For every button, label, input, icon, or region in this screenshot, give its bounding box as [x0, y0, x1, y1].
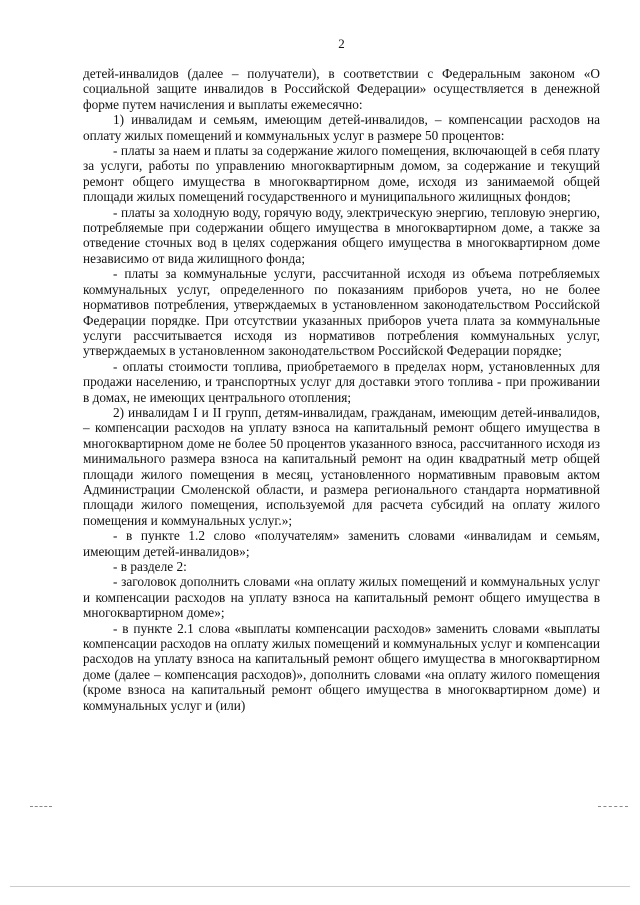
paragraph-heading-amend: - заголовок дополнить словами «на оплату жилых помещений и коммунальных услуг и компенсации расходов на уплату взноса на капитальный ремонт общего имущества в многоквартирном доме»;	[83, 574, 600, 621]
bottom-rule	[10, 886, 630, 887]
page-number: 2	[338, 36, 345, 51]
scan-mark-right	[598, 806, 628, 808]
paragraph-item-1: 1) инвалидам и семьям, имеющим детей-инвалидов, – компенсации расходов на оплату жилых помещений и коммунальных услуг в размере 50 процентов:	[83, 112, 600, 143]
paragraph-clause-1-2: - в пункте 1.2 слово «получателям» заменить словами «инвалидам и семьям, имеющим детей-инвалидов»;	[83, 528, 600, 559]
paragraph-fuel: - оплаты стоимости топлива, приобретаемого в пределах норм, установленных для продажи населению, и транспортных услуг для доставки этого топлива - при проживании в домах, не имеющих центрального отопления;	[83, 358, 600, 405]
paragraph-utilities-metered: - платы за коммунальные услуги, рассчитанной исходя из объема потребляемых коммунальных услуг, определенного по показаниям приборов учета, но не более нормативов потребления, утверждаемых в установленном законодательством Российской Федерации порядке. При отсутствии указанных приборов учета плата за коммунальные услуги рассчитывается исходя из нормативов потребления коммунальных услуг, утверждаемых в установленном законодательством Российской Федерации порядке;	[83, 266, 600, 359]
paragraph-intro: детей-инвалидов (далее – получатели), в соответствии с Федеральным законом «О социальной защите инвалидов в Российской Федерации» осуществляется в денежной форме путем начисления и выплаты ежемесячно:	[83, 66, 600, 112]
paragraph-housing-fee: - платы за наем и платы за содержание жилого помещения, включающей в себя плату за услуги, работы по управлению многоквартирным домом, за содержание и текущий ремонт общего имущества в многоквартирном доме, исходя из занимаемой общей площади жилых помещений государственного и муниципального жилищных фондов;	[83, 143, 600, 205]
paragraph-clause-2-1: - в пункте 2.1 слова «выплаты компенсации расходов» заменить словами «выплаты компенсации расходов на оплату жилых помещений и коммунальных услуг и компенсации расходов на уплату взноса на капитальный ремонт общего имущества в многоквартирном доме (далее – компенсация расходов)», дополнить словами «на оплату жилого помещения (кроме взноса на капитальный ремонт общего имущества в многоквартирном доме) и коммунальных услуг и (или)	[83, 620, 600, 713]
paragraph-section-2: - в разделе 2:	[113, 559, 187, 574]
scan-mark-left	[30, 806, 52, 808]
paragraph-item-2: 2) инвалидам I и II групп, детям-инвалидам, гражданам, имеющим детей-инвалидов, – компенсации расходов на уплату взноса на капитальный ремонт общего имущества в многоквартирном доме не более 50 процентов указанного взноса, рассчитанного исходя из минимального размера взноса на капитальный ремонт на один квадратный метр общей площади жилого помещения в месяц, установленного нормативным правовым актом Администрации Смоленской области, и размера регионального стандарта нормативной площади жилого помещения, используемой для расчета субсидий на оплату жилого помещения и коммунальных услуг.»;	[83, 404, 600, 528]
paragraph-utilities-common: - платы за холодную воду, горячую воду, электрическую энергию, тепловую энергию, потребляемые при содержании общего имущества в многоквартирном доме, а также за отведение сточных вод в целях содержания общего имущества в многоквартирном доме независимо от вида жилищного фонда;	[83, 204, 600, 266]
